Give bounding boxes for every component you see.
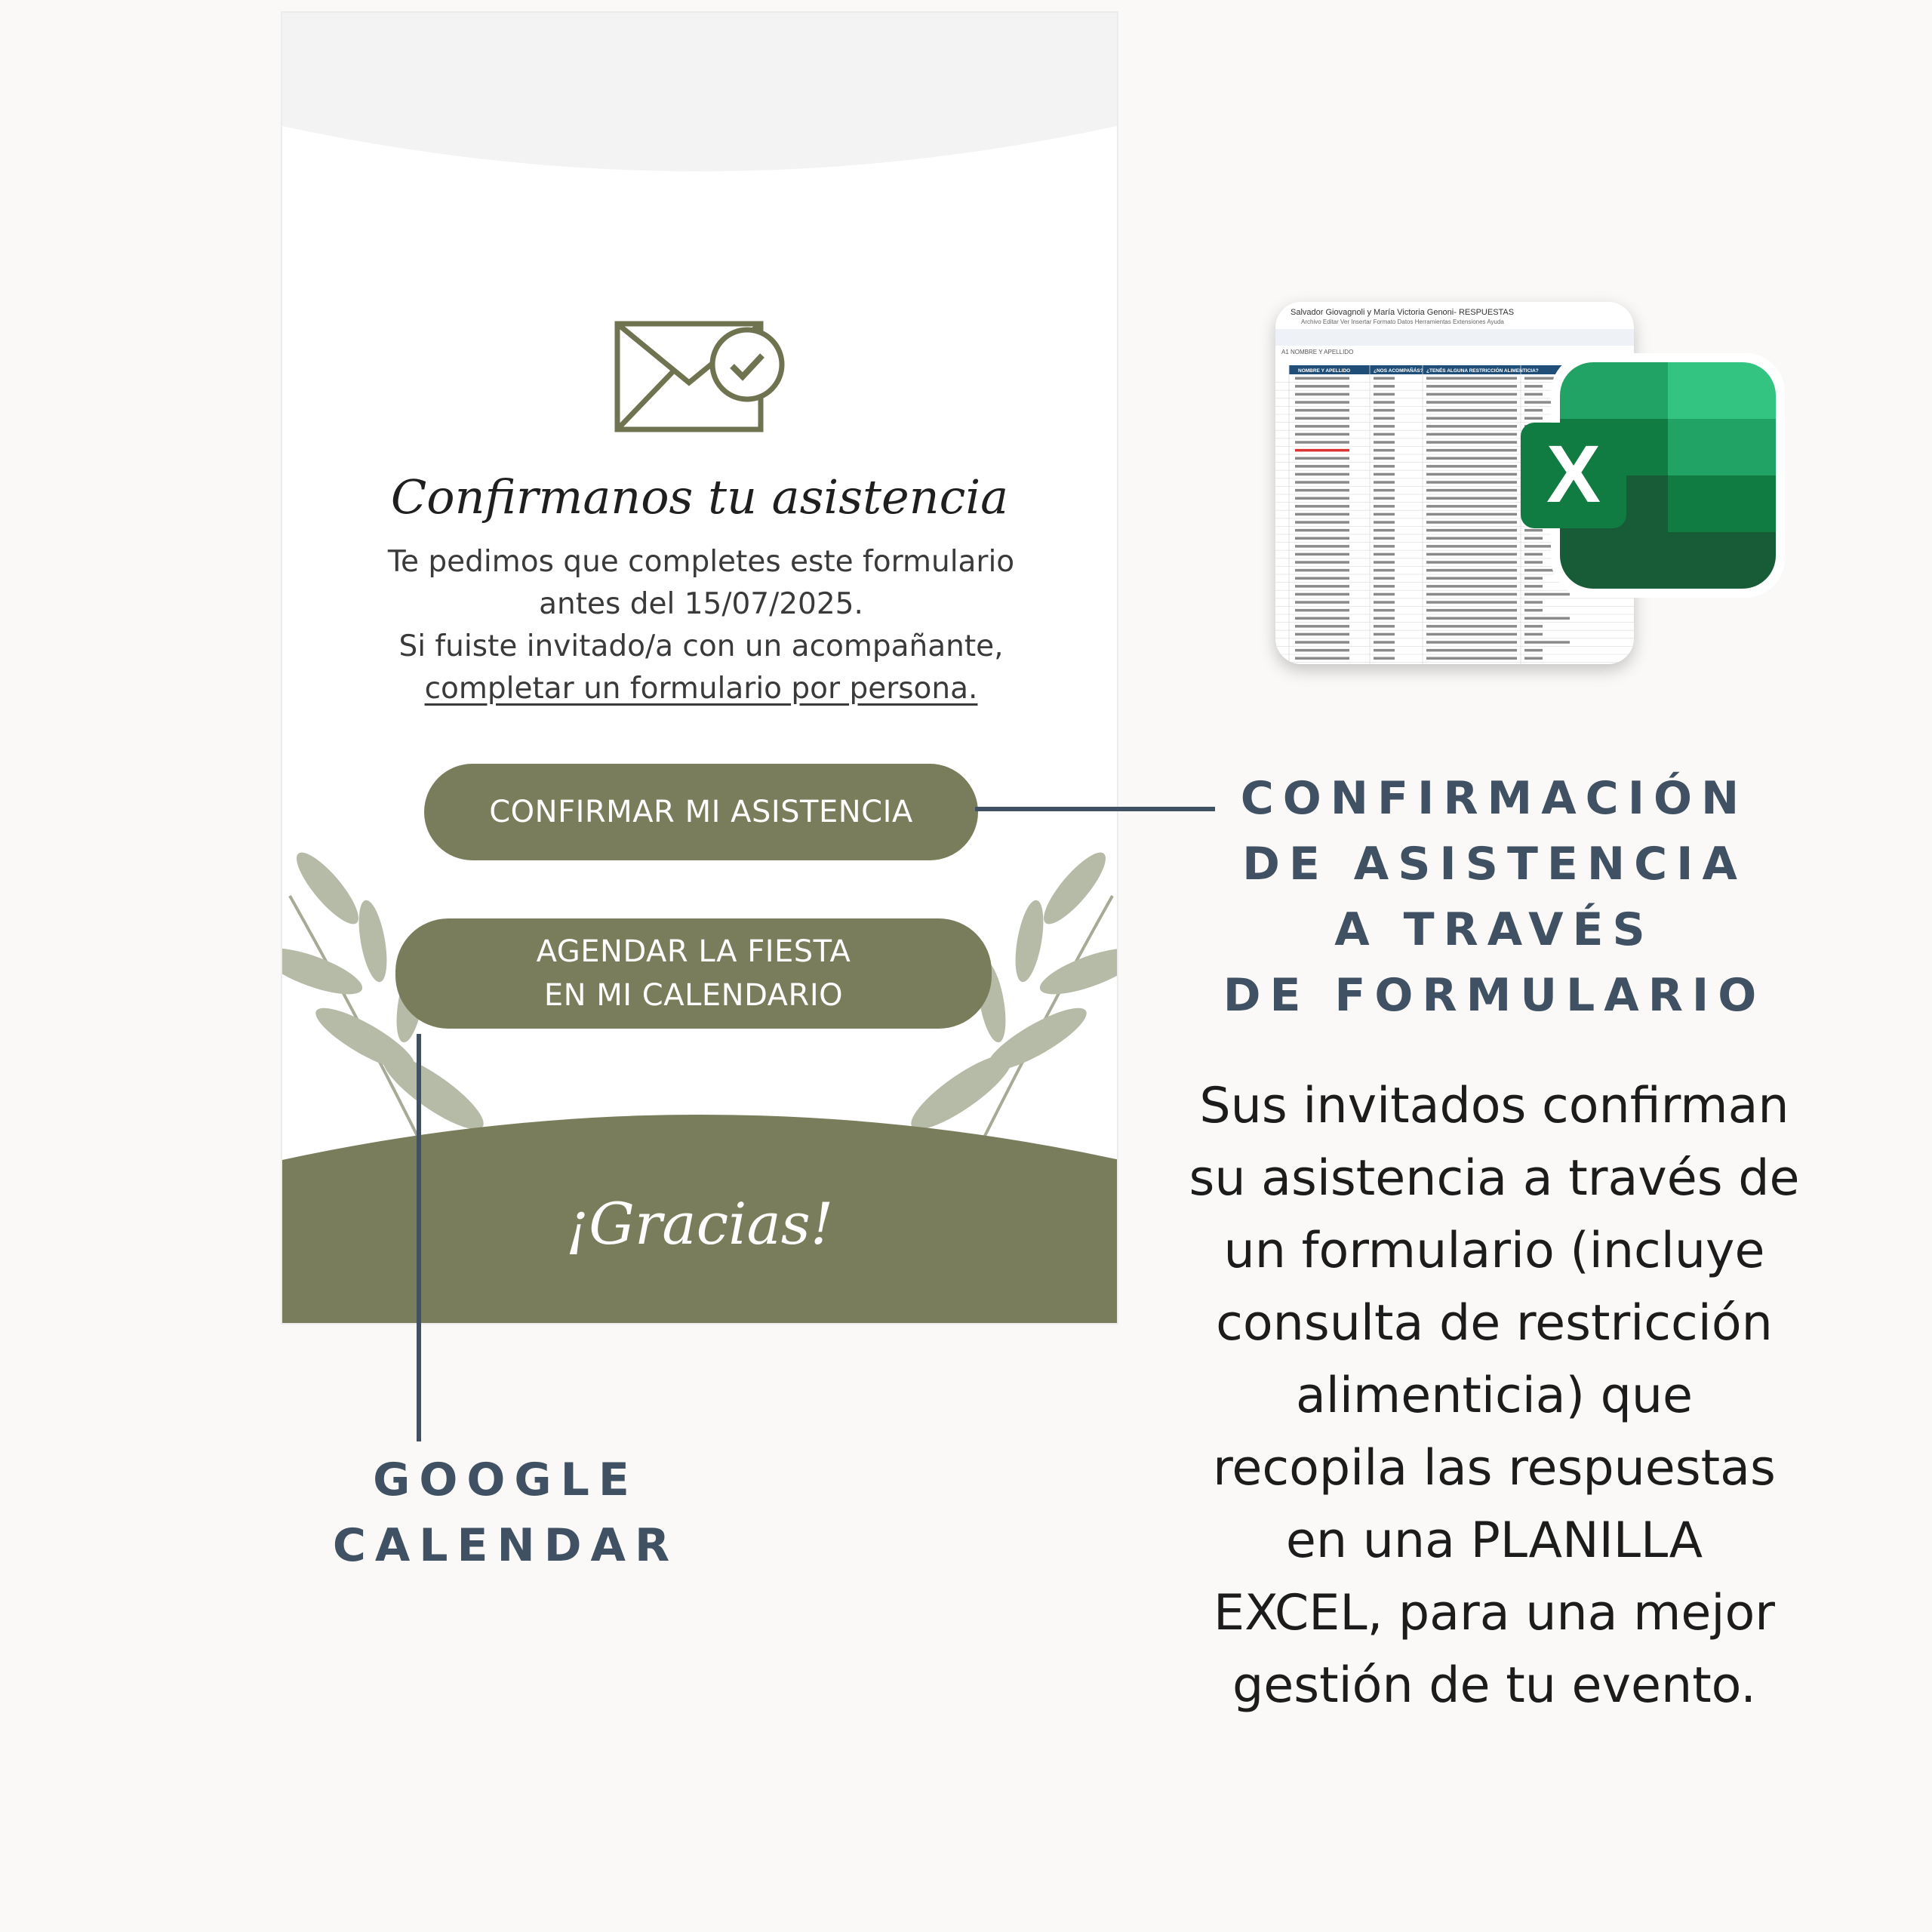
spreadsheet-cell [1374,529,1395,532]
spreadsheet-cell [1374,657,1395,660]
spreadsheet-cell [1374,561,1395,564]
spreadsheet-cell [1426,537,1517,540]
spreadsheet-cell [1295,449,1349,452]
spreadsheet-cell [1374,609,1395,612]
spreadsheet-cell [1426,465,1517,468]
spreadsheet-cell [1426,641,1517,644]
spreadsheet-cell [1374,457,1395,460]
spreadsheet-cell [1426,649,1517,652]
spreadsheet-cell [1426,377,1517,380]
spreadsheet-cell [1295,577,1349,580]
spreadsheet-cell [1426,609,1517,612]
spreadsheet-cell [1295,569,1349,572]
spreadsheet-cell [1374,649,1395,652]
spreadsheet-cell [1426,577,1517,580]
spreadsheet-cell [1426,433,1517,436]
description-line: un formulario (incluye [1223,1223,1765,1279]
spreadsheet-cell [1426,569,1517,572]
spreadsheet-cell [1374,473,1395,476]
spreadsheet-cell [1426,529,1517,532]
google-calendar-heading [298,1447,713,1579]
spreadsheet-cell [1426,497,1517,500]
spreadsheet-title: Salvador Giovagnoli y María Victoria Genoni- RESPUESTAS [1291,308,1515,317]
spreadsheet-cell [1374,601,1395,604]
heading-line: DE ASISTENCIA [1242,838,1746,891]
excel-icon [1521,347,1789,604]
spreadsheet-cell [1295,641,1349,644]
calendar-button-label: EN MI CALENDARIO [543,978,844,1013]
heading-line: A TRAVÉS [1334,903,1654,956]
calendar-connector-line [417,1034,421,1441]
spreadsheet-cell [1374,425,1395,428]
spreadsheet-cell [1374,385,1395,387]
spreadsheet-cell [1374,497,1395,500]
spreadsheet-cell [1295,601,1349,604]
spreadsheet-cell [1426,625,1517,628]
spreadsheet-cell [1524,641,1570,644]
spreadsheet-cell [1295,457,1349,460]
spreadsheet-cell [1374,513,1395,516]
spreadsheet-cell [1295,657,1349,660]
spreadsheet-cell [1426,521,1517,524]
spreadsheet-cell [1295,481,1349,484]
spreadsheet-cell [1426,633,1517,636]
envelope-check-icon [613,307,794,435]
spreadsheet-cell [1426,473,1517,476]
description-line: Sus invitados confirman [1199,1078,1789,1134]
spreadsheet-cell [1295,441,1349,444]
spreadsheet-cell [1295,545,1349,548]
spreadsheet-cell [1524,633,1543,636]
spreadsheet-cell [1426,481,1517,484]
description-line: recopila las respuestas [1213,1440,1776,1497]
spreadsheet-cell [1374,577,1395,580]
spreadsheet-cell [1295,609,1349,612]
spreadsheet-cell [1524,609,1543,612]
confirm-attendance-button[interactable] [424,764,978,860]
spreadsheet-cell [1374,625,1395,628]
spreadsheet-cell [1374,545,1395,548]
spreadsheet-cell [1295,593,1349,596]
spreadsheet-cell [1295,529,1349,532]
spreadsheet-cell [1426,593,1517,596]
one-form-per-person-link[interactable]: completar un formulario por persona. [424,672,978,706]
spreadsheet-cell [1295,537,1349,540]
spreadsheet-cell [1426,457,1517,460]
spreadsheet-cell [1374,441,1395,444]
spreadsheet-cell [1295,561,1349,564]
spreadsheet-cell [1374,417,1395,420]
spreadsheet-cell [1295,473,1349,476]
spreadsheet-cell [1295,433,1349,436]
description-line: su asistencia a través de [1189,1150,1800,1207]
spreadsheet-cell [1374,449,1395,452]
spreadsheet-cell [1374,553,1395,556]
invite-instructions [328,541,1075,710]
description-line: en una PLANILLA [1285,1512,1703,1569]
spreadsheet-cell [1426,505,1517,508]
spreadsheet-cell [1426,393,1517,396]
spreadsheet-cell [1374,617,1395,620]
spreadsheet-cell [1374,641,1395,644]
spreadsheet-cell [1426,417,1517,420]
spreadsheet-cell [1295,401,1349,404]
spreadsheet-cell [1374,433,1395,436]
spreadsheet-cell [1374,537,1395,540]
spreadsheet-cell [1295,649,1349,652]
heading-line: CALENDAR [332,1519,679,1572]
spreadsheet-cell [1295,377,1349,380]
invitation-phone-preview [281,11,1118,1324]
spreadsheet-cell [1295,513,1349,516]
spreadsheet-cell [1426,513,1517,516]
spreadsheet-cell [1426,545,1517,548]
heading-line: CONFIRMACIÓN [1240,772,1749,825]
heading-line: GOOGLE [373,1454,638,1506]
invite-title: Confirmanos tu asistencia [390,469,1009,525]
spreadsheet-cell [1426,585,1517,588]
spreadsheet-cell [1374,505,1395,508]
spreadsheet-cell [1295,489,1349,492]
spreadsheet-cell [1295,625,1349,628]
spreadsheet-cell [1374,409,1395,412]
spreadsheet-cell [1374,489,1395,492]
spreadsheet-cell [1524,649,1543,652]
spreadsheet-cell [1295,425,1349,428]
instruction-line: Te pedimos que completes este formulario [387,545,1015,579]
spreadsheet-cell [1426,449,1517,452]
spreadsheet-cell [1295,465,1349,468]
spreadsheet-cell [1524,617,1570,620]
description-line: gestión de tu evento. [1232,1657,1756,1714]
spreadsheet-cell [1295,409,1349,412]
spreadsheet-header-cell: ¿NOS ACOMPAÑÁS? [1374,368,1423,374]
spreadsheet-cell [1295,553,1349,556]
spreadsheet-header-cell: ¿TENÉS ALGUNA RESTRICCIÓN ALIMENTICIA? [1426,368,1539,374]
add-to-calendar-button[interactable] [395,918,992,1029]
spreadsheet-cell [1295,393,1349,396]
instruction-line: antes del 15/07/2025. [539,587,863,621]
spreadsheet-cell [1295,417,1349,420]
confirm-attendance-label: CONFIRMAR MI ASISTENCIA [489,795,913,829]
calendar-button-label: AGENDAR LA FIESTA [536,934,851,969]
spreadsheet-header-cell: NOMBRE Y APELLIDO [1298,368,1351,374]
spreadsheet-cell [1426,441,1517,444]
thank-you-text: ¡Gracias! [565,1190,834,1257]
form-connector-line [975,807,1215,811]
spreadsheet-cell [1295,385,1349,387]
instruction-line: Si fuiste invitado/a con un acompañante, [398,629,1004,663]
description-line: alimenticia) que [1295,1367,1694,1424]
spreadsheet-cell [1426,425,1517,428]
spreadsheet-cell [1374,593,1395,596]
spreadsheet-cell [1374,393,1395,396]
spreadsheet-cell [1295,585,1349,588]
spreadsheet-cell [1426,617,1517,620]
spreadsheet-cell [1426,553,1517,556]
spreadsheet-cell [1374,481,1395,484]
top-wave-decoration [282,13,1117,186]
spreadsheet-cell-reference: A1 NOMBRE Y APELLIDO [1281,349,1354,355]
form-confirmation-heading [1200,766,1789,1029]
spreadsheet-cell [1524,657,1543,660]
spreadsheet-cell [1426,601,1517,604]
spreadsheet-cell [1374,377,1395,380]
spreadsheet-cell [1295,633,1349,636]
spreadsheet-cell [1295,617,1349,620]
spreadsheet-cell [1374,569,1395,572]
description-line: EXCEL, para una mejor [1214,1585,1775,1641]
heading-line: DE FORMULARIO [1223,969,1766,1022]
spreadsheet-cell [1374,401,1395,404]
spreadsheet-cell [1426,401,1517,404]
excel-letter: X [1546,428,1601,519]
spreadsheet-cell [1374,465,1395,468]
spreadsheet-cell [1374,521,1395,524]
feature-description [1155,1070,1834,1722]
spreadsheet-menu: Archivo Editar Ver Insertar Formato Datos Herramientas Extensiones Ayuda [1301,318,1504,325]
spreadsheet-cell [1524,625,1543,628]
spreadsheet-cell [1426,657,1517,660]
spreadsheet-cell [1374,633,1395,636]
spreadsheet-cell [1426,385,1517,387]
spreadsheet-cell [1295,521,1349,524]
spreadsheet-cell [1426,561,1517,564]
spreadsheet-cell [1426,409,1517,412]
spreadsheet-cell [1374,585,1395,588]
spreadsheet-cell [1426,489,1517,492]
spreadsheet-cell [1295,497,1349,500]
description-line: consulta de restricción [1216,1295,1773,1352]
spreadsheet-cell [1295,505,1349,508]
spreadsheet-toolbar [1275,329,1634,346]
